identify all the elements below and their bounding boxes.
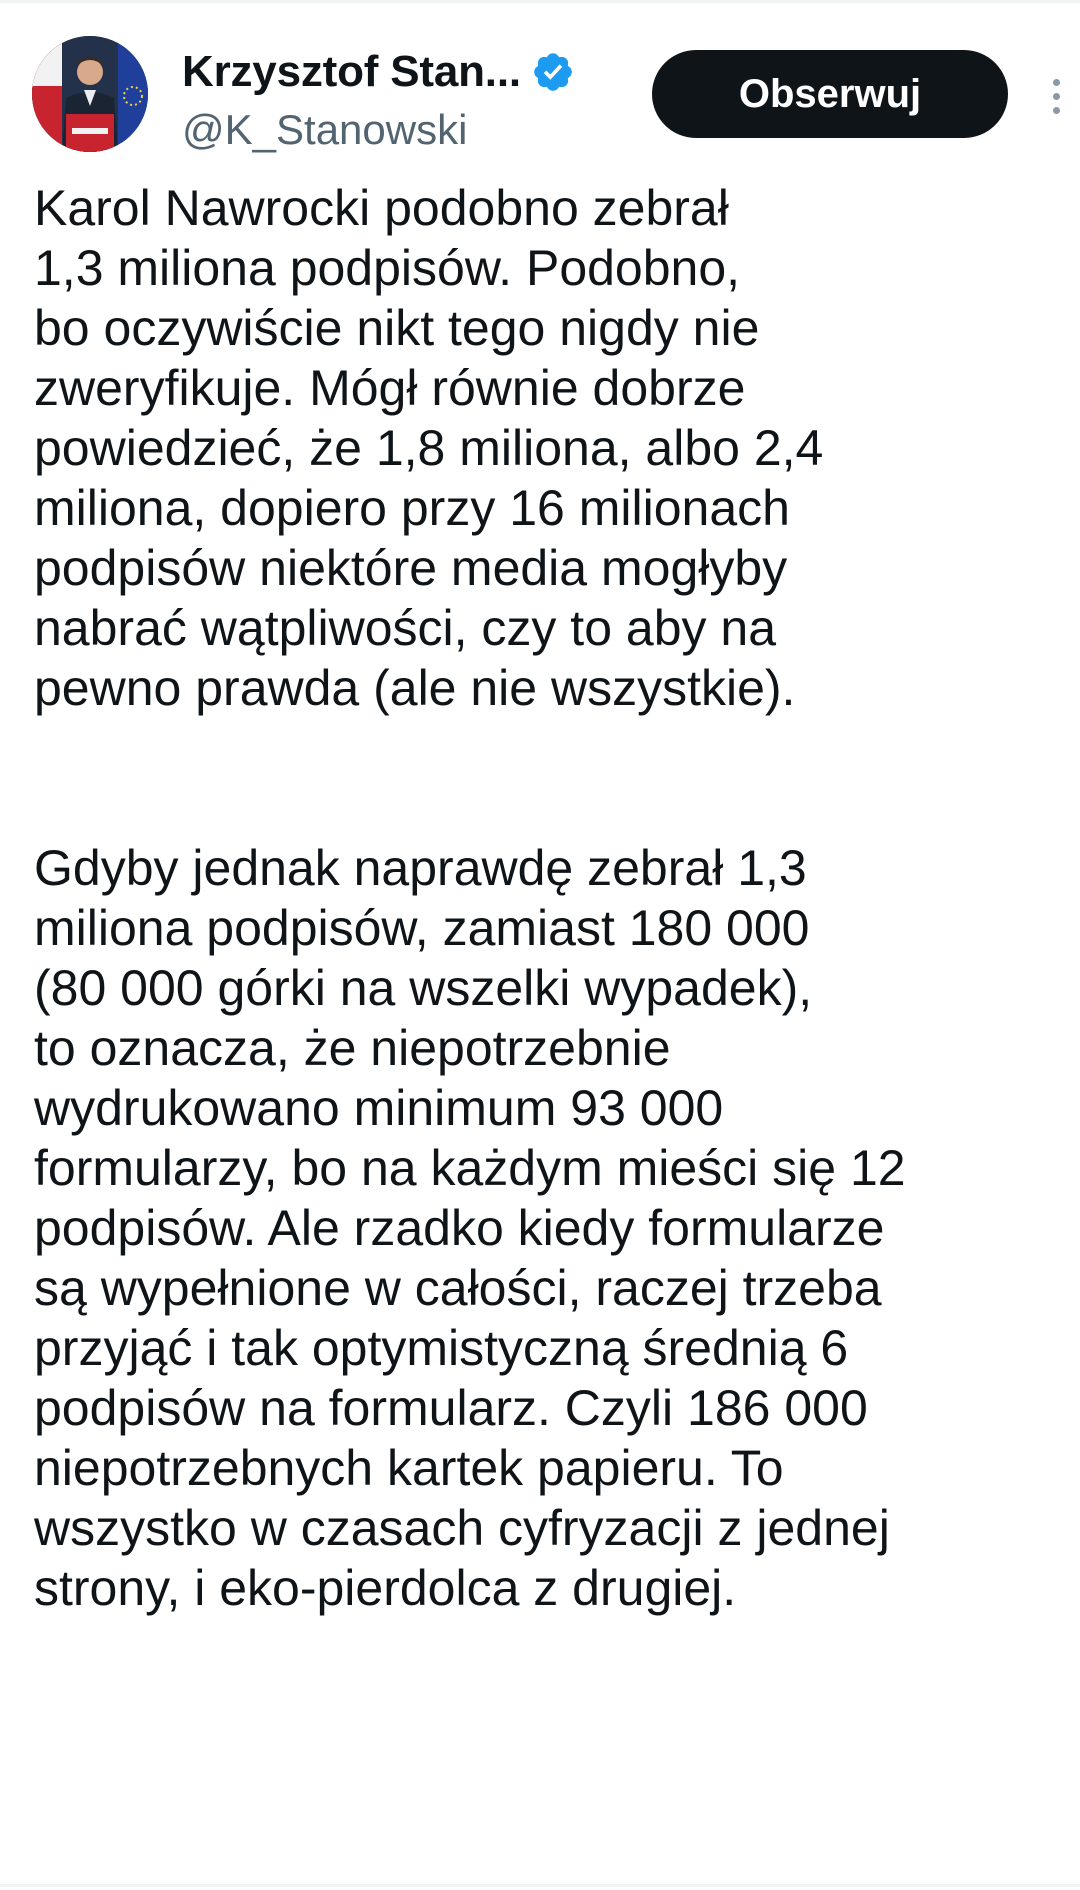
tweet-line: pewno prawda (ale nie wszystkie).	[34, 660, 796, 716]
tweet-line: to oznacza, że niepotrzebnie	[34, 1020, 671, 1076]
tweet-line: podpisów na formularz. Czyli 186 000	[34, 1380, 868, 1436]
avatar[interactable]	[32, 36, 148, 152]
tweet-line: podpisów. Ale rzadko kiedy formularze	[34, 1200, 885, 1256]
user-handle[interactable]: @K_Stanowski	[182, 106, 468, 153]
tweet-header	[32, 36, 1048, 156]
tweet-line: miliona, dopiero przy 16 milionach	[34, 480, 790, 536]
tweet-line: Gdyby jednak naprawdę zebrał 1,3	[34, 840, 807, 896]
follow-button[interactable]: Obserwuj	[652, 50, 1008, 138]
tweet-line: przyjąć i tak optymistyczną średnią 6	[34, 1320, 849, 1376]
tweet-line: bo oczywiście nikt tego nigdy nie	[34, 300, 760, 356]
tweet-paragraph-2	[34, 838, 1064, 1618]
tweet-text	[34, 178, 1064, 1618]
tweet-line: (80 000 górki na wszelki wypadek),	[34, 960, 813, 1016]
more-options-icon[interactable]	[1036, 68, 1076, 124]
tweet-line: formularzy, bo na każdym mieści się 12	[34, 1140, 906, 1196]
tweet-line: są wypełnione w całości, raczej trzeba	[34, 1260, 882, 1316]
display-name[interactable]: Krzysztof Stan...	[182, 47, 521, 96]
name-row	[182, 42, 575, 102]
paragraph-gap	[34, 718, 1064, 838]
tweet-line: miliona podpisów, zamiast 180 000	[34, 900, 810, 956]
tweet-line: zweryfikuje. Mógł równie dobrze	[34, 360, 746, 416]
top-divider	[0, 0, 1080, 3]
tweet-line: Karol Nawrocki podobno zebrał	[34, 180, 729, 236]
tweet-line: 1,3 miliona podpisów. Podobno,	[34, 240, 741, 296]
verified-badge-icon	[531, 50, 575, 94]
tweet-line: podpisów niektóre media mogłyby	[34, 540, 788, 596]
bottom-divider	[0, 1884, 1080, 1887]
profile-photo	[32, 36, 148, 152]
tweet-line: wydrukowano minimum 93 000	[34, 1080, 724, 1136]
tweet-line: niepotrzebnych kartek papieru. To	[34, 1440, 784, 1496]
tweet-paragraph-1	[34, 178, 1064, 718]
tweet-line: powiedzieć, że 1,8 miliona, albo 2,4	[34, 420, 824, 476]
tweet-line: strony, i eko-pierdolca z drugiej.	[34, 1560, 737, 1616]
tweet-line: nabrać wątpliwości, czy to aby na	[34, 600, 777, 656]
tweet-line: wszystko w czasach cyfryzacji z jednej	[34, 1500, 890, 1556]
